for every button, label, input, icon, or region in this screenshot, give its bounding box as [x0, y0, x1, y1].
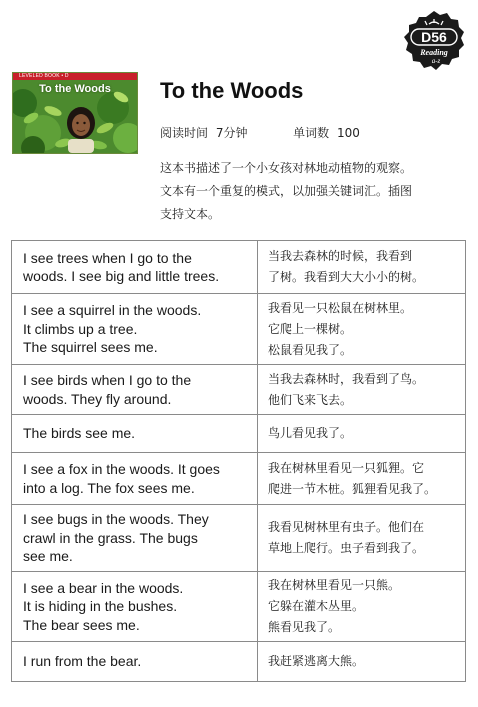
chinese-line: 当我去森林的时候，我看到: [268, 249, 413, 263]
english-line: I run from the bear.: [23, 653, 142, 670]
english-line: I see trees when I go to the: [23, 249, 192, 266]
english-line: woods. They fly around.: [23, 390, 172, 407]
english-line: It climbs up a tree.: [23, 320, 138, 337]
english-text: [12, 642, 258, 682]
table-row: [12, 572, 466, 642]
book-summary: [160, 157, 460, 226]
english-line: crawl in the grass. The bugs: [23, 529, 198, 546]
chinese-line: 它爬上一棵树。: [268, 321, 353, 336]
chinese-line: 它躲在灌木丛里。: [268, 599, 365, 613]
chinese-line: 了树。我看到大大小小的树。: [268, 270, 425, 284]
english-line: The bear sees me.: [23, 616, 140, 633]
table-row: [12, 294, 466, 365]
table-row: [12, 505, 466, 572]
chinese-line: 我看见一只松鼠在树林里。: [268, 300, 413, 315]
table-row: [12, 415, 466, 453]
word-count-value: 100: [336, 126, 360, 140]
page-title: To the Woods: [160, 78, 304, 103]
cover-series-label: LEVELED BOOK • D: [19, 73, 69, 79]
english-text: [12, 505, 258, 572]
chinese-text: [258, 294, 466, 365]
chinese-text: [258, 415, 466, 453]
badge-brand-line2: a-z: [431, 57, 441, 65]
summary-line: 这本书描述了一个小女孩对林地动植物的观察。: [160, 161, 413, 175]
chinese-line: 鸟儿看见我了。: [268, 426, 353, 440]
english-line: into a log. The fox sees me.: [23, 479, 195, 496]
chinese-text: [258, 241, 466, 294]
english-text: [12, 572, 258, 642]
chinese-line: 当我去森林时，我看到了鸟。: [268, 371, 425, 386]
reading-time-label: 阅读时间: [160, 126, 209, 140]
english-line: woods. I see big and little trees.: [23, 268, 220, 284]
chinese-line: 熊看见我了。: [268, 620, 341, 634]
table-row: [12, 241, 466, 294]
english-text: [12, 241, 258, 294]
chinese-line: 我在树林里看见一只狐狸。它: [268, 460, 425, 475]
chinese-line: 他们飞来飞去。: [268, 392, 353, 407]
english-line: I see a bear in the woods.: [23, 579, 184, 596]
chinese-text: [258, 365, 466, 415]
english-line: It is hiding in the bushes.: [23, 598, 178, 615]
cover-title: To the Woods: [39, 83, 111, 95]
english-text: [12, 415, 258, 453]
chinese-text: [258, 572, 466, 642]
chinese-line: 爬进一节木桩。狐狸看见我了。: [268, 481, 437, 496]
badge-brand-line1: Reading: [420, 48, 448, 57]
english-text: [12, 365, 258, 415]
reading-time-value: 7分钟: [215, 126, 248, 140]
table-row: [12, 453, 466, 505]
chinese-line: 草地上爬行。虫子看到我了。: [268, 541, 425, 555]
english-line: The birds see me.: [23, 425, 136, 442]
table-row: [12, 365, 466, 415]
chinese-text: [258, 642, 466, 682]
bilingual-text-table: [11, 240, 466, 682]
badge-level: D56: [421, 29, 447, 45]
english-line: I see birds when I go to the: [23, 372, 192, 388]
summary-line: 文本有一个重复的模式，以加强关键词汇。插图: [160, 184, 413, 198]
english-line: I see a fox in the woods. It goes: [23, 461, 220, 477]
word-count-label: 单词数: [293, 126, 330, 140]
english-line: I see a squirrel in the woods.: [23, 302, 202, 319]
chinese-line: 我在树林里看见一只熊。: [268, 578, 401, 592]
english-line: The squirrel sees me.: [23, 339, 158, 356]
chinese-line: 松鼠看见我了。: [268, 342, 353, 357]
english-line: see me.: [23, 548, 73, 565]
english-text: [12, 294, 258, 365]
chinese-line: 我看见树林里有虫子。他们在: [268, 520, 425, 534]
english-text: [12, 453, 258, 505]
chinese-text: [258, 453, 466, 505]
book-cover: [12, 72, 138, 154]
level-badge: [403, 10, 465, 72]
table-row: [12, 642, 466, 682]
chinese-text: [258, 505, 466, 572]
chinese-line: 我赶紧逃离大熊。: [268, 654, 365, 668]
book-meta: [160, 124, 364, 141]
english-line: I see bugs in the woods. They: [23, 511, 209, 528]
summary-line: 支持文本。: [160, 207, 221, 221]
